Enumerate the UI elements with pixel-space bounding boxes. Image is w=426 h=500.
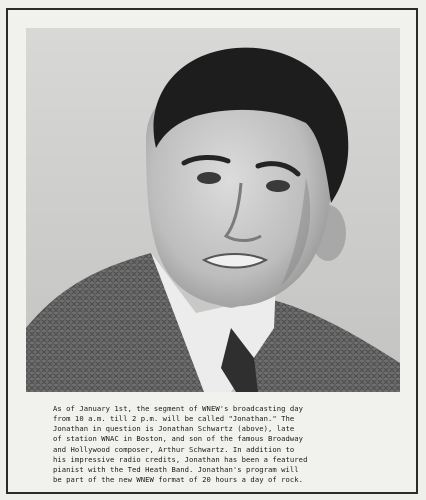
article-caption	[53, 404, 393, 485]
caption-line: of station WNAC in Boston, and son of the famous Broadway	[53, 434, 304, 444]
caption-line: Jonathan in question is Jonathan Schwartz (above), late	[53, 424, 295, 434]
caption-line: pianist with the Ted Heath Band. Jonathan's program will	[53, 464, 299, 474]
caption-line: be part of the new WNEW format of 20 hours a day of rock.	[53, 475, 304, 485]
caption-line: his impressive radio credits, Jonathan has been a featured	[53, 454, 308, 464]
caption-line: and Hollywood composer, Arthur Schwartz. In addition to	[53, 444, 295, 454]
article-frame	[6, 8, 418, 494]
caption-line: As of January 1st, the segment of WNEW's broadcasting day	[53, 404, 304, 413]
portrait-photo	[26, 28, 400, 392]
caption-line: from 10 a.m. till 2 p.m. will be called "Jonathan." The	[53, 414, 295, 424]
